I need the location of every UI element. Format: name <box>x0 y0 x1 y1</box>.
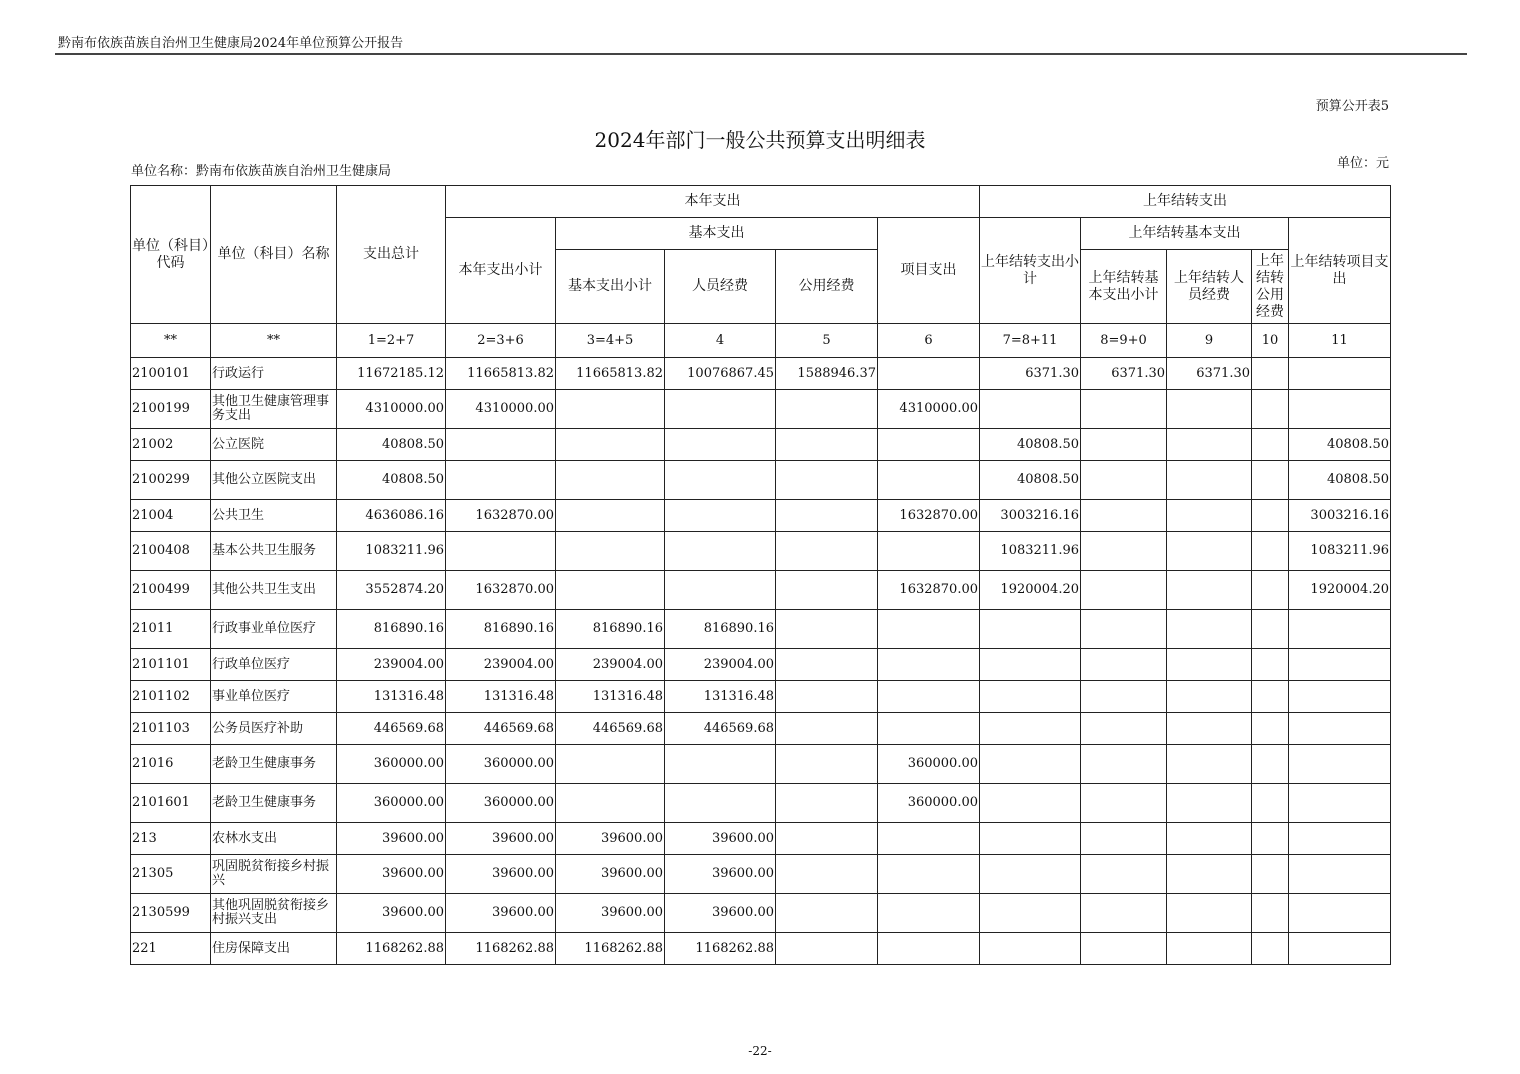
page-title: 2024年部门一般公共预算支出明细表 <box>594 128 926 152</box>
table-row <box>131 823 1391 855</box>
amount-cell <box>980 745 1081 784</box>
personnel-header: 人员经费 <box>665 250 776 324</box>
amount-cell <box>1252 745 1289 784</box>
amount-cell <box>878 610 980 649</box>
amount-cell: 10076867.45 <box>665 358 776 390</box>
index-row <box>131 324 1391 358</box>
amount-cell <box>556 532 665 571</box>
amount-cell <box>1252 571 1289 610</box>
row-code: 2101103 <box>131 713 211 745</box>
amount-cell <box>980 823 1081 855</box>
amount-cell <box>980 713 1081 745</box>
amount-cell: 3552874.20 <box>337 571 446 610</box>
amount-cell <box>1252 823 1289 855</box>
index-cell: 7=8+11 <box>980 324 1081 358</box>
budget-table <box>130 185 1391 965</box>
amount-cell <box>1252 855 1289 894</box>
amount-cell: 1168262.88 <box>337 933 446 965</box>
amount-cell <box>980 610 1081 649</box>
index-cell: 2=3+6 <box>446 324 556 358</box>
amount-cell <box>1081 571 1167 610</box>
amount-cell: 1083211.96 <box>980 532 1081 571</box>
amount-cell <box>878 713 980 745</box>
amount-cell <box>446 532 556 571</box>
currency-unit: 单位：元 <box>1336 156 1389 171</box>
carry-subtotal-header: 上年结转支出小计 <box>980 218 1081 324</box>
row-name: 行政事业单位医疗 <box>211 610 337 649</box>
amount-cell: 816890.16 <box>556 610 665 649</box>
amount-cell: 446569.68 <box>446 713 556 745</box>
amount-cell <box>556 500 665 532</box>
amount-cell <box>1252 713 1289 745</box>
current-year-header: 本年支出 <box>446 186 980 218</box>
amount-cell: 39600.00 <box>556 894 665 933</box>
amount-cell: 446569.68 <box>337 713 446 745</box>
amount-cell <box>776 823 878 855</box>
row-code: 21004 <box>131 500 211 532</box>
amount-cell <box>1167 429 1252 461</box>
col-code-header: 单位（科目）代码 <box>131 186 211 324</box>
basic-subtotal-header: 基本支出小计 <box>556 250 665 324</box>
amount-cell <box>878 933 980 965</box>
table-row <box>131 894 1391 933</box>
amount-cell <box>878 855 980 894</box>
amount-cell <box>776 429 878 461</box>
amount-cell <box>1081 681 1167 713</box>
row-name: 老龄卫生健康事务 <box>211 745 337 784</box>
row-name: 住房保障支出 <box>211 933 337 965</box>
row-code: 221 <box>131 933 211 965</box>
amount-cell <box>1081 713 1167 745</box>
index-cell: 1=2+7 <box>337 324 446 358</box>
amount-cell: 3003216.16 <box>1289 500 1391 532</box>
row-name: 行政单位医疗 <box>211 649 337 681</box>
carry-basic-header: 上年结转基本支出 <box>1081 218 1289 250</box>
row-name: 公共卫生 <box>211 500 337 532</box>
amount-cell <box>1167 894 1252 933</box>
amount-cell: 239004.00 <box>665 649 776 681</box>
amount-cell: 1632870.00 <box>878 500 980 532</box>
amount-cell <box>1167 532 1252 571</box>
table-row <box>131 500 1391 532</box>
amount-cell <box>665 745 776 784</box>
amount-cell: 39600.00 <box>446 823 556 855</box>
row-name: 事业单位医疗 <box>211 681 337 713</box>
amount-cell: 4636086.16 <box>337 500 446 532</box>
amount-cell <box>1081 894 1167 933</box>
table-row <box>131 429 1391 461</box>
amount-cell <box>878 649 980 681</box>
amount-cell <box>1289 933 1391 965</box>
amount-cell <box>776 532 878 571</box>
amount-cell: 11665813.82 <box>446 358 556 390</box>
index-cell: ** <box>131 324 211 358</box>
row-name: 其他公立医院支出 <box>211 461 337 500</box>
public-header: 公用经费 <box>776 250 878 324</box>
table-row <box>131 681 1391 713</box>
amount-cell: 39600.00 <box>337 894 446 933</box>
amount-cell <box>556 784 665 823</box>
amount-cell <box>980 784 1081 823</box>
page-number: -22- <box>748 1044 772 1058</box>
amount-cell: 3003216.16 <box>980 500 1081 532</box>
amount-cell <box>1252 358 1289 390</box>
index-cell: 8=9+0 <box>1081 324 1167 358</box>
row-code: 2100101 <box>131 358 211 390</box>
amount-cell <box>1081 532 1167 571</box>
amount-cell <box>980 390 1081 429</box>
table-row <box>131 745 1391 784</box>
row-code: 21305 <box>131 855 211 894</box>
amount-cell <box>1081 855 1167 894</box>
table-row <box>131 610 1391 649</box>
amount-cell: 131316.48 <box>337 681 446 713</box>
carry-header: 上年结转支出 <box>980 186 1391 218</box>
amount-cell: 11672185.12 <box>337 358 446 390</box>
amount-cell <box>1289 823 1391 855</box>
amount-cell <box>776 784 878 823</box>
col-total-header: 支出总计 <box>337 186 446 324</box>
amount-cell <box>1289 681 1391 713</box>
amount-cell: 39600.00 <box>446 855 556 894</box>
index-cell: 4 <box>665 324 776 358</box>
amount-cell <box>1252 933 1289 965</box>
amount-cell <box>1081 429 1167 461</box>
amount-cell <box>1081 610 1167 649</box>
amount-cell: 39600.00 <box>337 823 446 855</box>
amount-cell <box>446 461 556 500</box>
amount-cell <box>1081 390 1167 429</box>
amount-cell: 360000.00 <box>878 745 980 784</box>
amount-cell <box>1081 823 1167 855</box>
amount-cell <box>1289 610 1391 649</box>
amount-cell <box>556 429 665 461</box>
amount-cell <box>665 784 776 823</box>
amount-cell <box>556 390 665 429</box>
amount-cell <box>878 823 980 855</box>
amount-cell <box>1289 784 1391 823</box>
row-name: 农林水支出 <box>211 823 337 855</box>
amount-cell <box>1167 649 1252 681</box>
row-code: 2100499 <box>131 571 211 610</box>
amount-cell: 1168262.88 <box>446 933 556 965</box>
amount-cell: 1632870.00 <box>878 571 980 610</box>
amount-cell: 4310000.00 <box>446 390 556 429</box>
amount-cell: 131316.48 <box>556 681 665 713</box>
row-name: 巩固脱贫衔接乡村振兴 <box>211 855 337 894</box>
amount-cell <box>776 855 878 894</box>
amount-cell <box>980 649 1081 681</box>
amount-cell: 6371.30 <box>1167 358 1252 390</box>
amount-cell <box>1081 933 1167 965</box>
report-header: 黔南布依族苗族自治州卫生健康局2024年单位预算公开报告 <box>58 36 404 51</box>
amount-cell: 1632870.00 <box>446 500 556 532</box>
amount-cell: 11665813.82 <box>556 358 665 390</box>
row-name: 行政运行 <box>211 358 337 390</box>
amount-cell <box>1289 390 1391 429</box>
amount-cell <box>776 745 878 784</box>
amount-cell: 1168262.88 <box>665 933 776 965</box>
amount-cell <box>878 532 980 571</box>
amount-cell <box>1167 571 1252 610</box>
amount-cell: 360000.00 <box>337 784 446 823</box>
amount-cell: 6371.30 <box>1081 358 1167 390</box>
row-code: 2101102 <box>131 681 211 713</box>
amount-cell: 40808.50 <box>980 429 1081 461</box>
amount-cell <box>1167 500 1252 532</box>
amount-cell: 1920004.20 <box>980 571 1081 610</box>
amount-cell <box>980 855 1081 894</box>
table-row <box>131 649 1391 681</box>
amount-cell <box>1081 461 1167 500</box>
table-row <box>131 855 1391 894</box>
amount-cell: 360000.00 <box>446 784 556 823</box>
amount-cell <box>1289 745 1391 784</box>
amount-cell: 40808.50 <box>1289 429 1391 461</box>
amount-cell <box>1289 649 1391 681</box>
amount-cell <box>665 571 776 610</box>
amount-cell <box>1167 933 1252 965</box>
amount-cell <box>665 532 776 571</box>
row-code: 213 <box>131 823 211 855</box>
amount-cell: 360000.00 <box>878 784 980 823</box>
amount-cell <box>1167 610 1252 649</box>
row-name: 其他巩固脱贫衔接乡村振兴支出 <box>211 894 337 933</box>
basic-header: 基本支出 <box>556 218 878 250</box>
row-name: 其他卫生健康管理事务支出 <box>211 390 337 429</box>
amount-cell <box>776 461 878 500</box>
amount-cell: 39600.00 <box>556 823 665 855</box>
index-cell: ** <box>211 324 337 358</box>
amount-cell <box>776 571 878 610</box>
row-code: 21016 <box>131 745 211 784</box>
index-cell: 6 <box>878 324 980 358</box>
amount-cell <box>776 610 878 649</box>
amount-cell <box>1252 532 1289 571</box>
amount-cell: 131316.48 <box>446 681 556 713</box>
amount-cell: 39600.00 <box>446 894 556 933</box>
amount-cell <box>1167 713 1252 745</box>
amount-cell <box>878 358 980 390</box>
form-number: 预算公开表5 <box>1315 99 1389 114</box>
amount-cell: 40808.50 <box>337 461 446 500</box>
current-subtotal-header: 本年支出小计 <box>446 218 556 324</box>
amount-cell: 1588946.37 <box>776 358 878 390</box>
amount-cell <box>776 390 878 429</box>
amount-cell: 446569.68 <box>665 713 776 745</box>
table-header <box>131 186 1391 324</box>
carry-project-header: 上年结转项目支出 <box>1289 218 1391 324</box>
amount-cell <box>776 933 878 965</box>
amount-cell: 1632870.00 <box>446 571 556 610</box>
col-name-header: 单位（科目）名称 <box>211 186 337 324</box>
amount-cell: 39600.00 <box>337 855 446 894</box>
amount-cell: 360000.00 <box>446 745 556 784</box>
amount-cell <box>1167 390 1252 429</box>
row-code: 2101101 <box>131 649 211 681</box>
amount-cell <box>665 500 776 532</box>
amount-cell <box>1167 745 1252 784</box>
amount-cell <box>776 500 878 532</box>
row-code: 2100299 <box>131 461 211 500</box>
amount-cell: 239004.00 <box>337 649 446 681</box>
amount-cell: 39600.00 <box>665 823 776 855</box>
amount-cell <box>878 681 980 713</box>
amount-cell: 446569.68 <box>556 713 665 745</box>
amount-cell <box>980 681 1081 713</box>
amount-cell <box>1289 855 1391 894</box>
amount-cell <box>556 571 665 610</box>
unit-name: 单位名称：黔南布依族苗族自治州卫生健康局 <box>131 164 392 179</box>
amount-cell <box>1252 649 1289 681</box>
amount-cell <box>1081 784 1167 823</box>
amount-cell <box>776 681 878 713</box>
amount-cell <box>878 429 980 461</box>
amount-cell: 4310000.00 <box>337 390 446 429</box>
table-row <box>131 358 1391 390</box>
amount-cell: 1920004.20 <box>1289 571 1391 610</box>
amount-cell <box>1252 429 1289 461</box>
table-row <box>131 532 1391 571</box>
row-code: 2100408 <box>131 532 211 571</box>
amount-cell <box>1252 461 1289 500</box>
header-divider <box>55 53 1467 55</box>
amount-cell <box>1167 461 1252 500</box>
amount-cell <box>980 933 1081 965</box>
amount-cell <box>1081 500 1167 532</box>
amount-cell: 4310000.00 <box>878 390 980 429</box>
amount-cell: 816890.16 <box>665 610 776 649</box>
index-cell: 5 <box>776 324 878 358</box>
amount-cell: 39600.00 <box>665 894 776 933</box>
amount-cell <box>446 429 556 461</box>
row-code: 2100199 <box>131 390 211 429</box>
amount-cell <box>1289 358 1391 390</box>
table-row <box>131 933 1391 965</box>
amount-cell <box>556 461 665 500</box>
amount-cell <box>1081 649 1167 681</box>
row-code: 2101601 <box>131 784 211 823</box>
row-name: 公立医院 <box>211 429 337 461</box>
row-name: 基本公共卫生服务 <box>211 532 337 571</box>
table-row <box>131 461 1391 500</box>
amount-cell: 1168262.88 <box>556 933 665 965</box>
amount-cell <box>665 429 776 461</box>
amount-cell: 239004.00 <box>446 649 556 681</box>
amount-cell: 40808.50 <box>980 461 1081 500</box>
carry-basic-subtotal-header: 上年结转基本支出小计 <box>1081 250 1167 324</box>
amount-cell <box>878 894 980 933</box>
table-body <box>131 324 1391 965</box>
amount-cell <box>1081 745 1167 784</box>
amount-cell <box>556 745 665 784</box>
amount-cell: 40808.50 <box>337 429 446 461</box>
table-row <box>131 571 1391 610</box>
amount-cell <box>776 649 878 681</box>
amount-cell <box>1167 855 1252 894</box>
amount-cell <box>665 461 776 500</box>
table-row <box>131 713 1391 745</box>
amount-cell <box>1167 823 1252 855</box>
index-cell: 10 <box>1252 324 1289 358</box>
amount-cell: 39600.00 <box>665 855 776 894</box>
amount-cell <box>878 461 980 500</box>
amount-cell <box>1289 713 1391 745</box>
amount-cell: 131316.48 <box>665 681 776 713</box>
index-cell: 11 <box>1289 324 1391 358</box>
row-code: 21002 <box>131 429 211 461</box>
amount-cell: 39600.00 <box>556 855 665 894</box>
table-row <box>131 784 1391 823</box>
row-name: 其他公共卫生支出 <box>211 571 337 610</box>
table-row <box>131 390 1391 429</box>
amount-cell <box>1252 681 1289 713</box>
row-code: 21011 <box>131 610 211 649</box>
amount-cell <box>1167 681 1252 713</box>
amount-cell <box>1252 500 1289 532</box>
amount-cell <box>1252 610 1289 649</box>
amount-cell <box>1252 784 1289 823</box>
amount-cell: 40808.50 <box>1289 461 1391 500</box>
amount-cell <box>980 894 1081 933</box>
amount-cell: 6371.30 <box>980 358 1081 390</box>
index-cell: 3=4+5 <box>556 324 665 358</box>
project-header: 项目支出 <box>878 218 980 324</box>
amount-cell: 1083211.96 <box>337 532 446 571</box>
row-code: 2130599 <box>131 894 211 933</box>
amount-cell <box>665 390 776 429</box>
amount-cell <box>1289 894 1391 933</box>
amount-cell: 816890.16 <box>446 610 556 649</box>
index-cell: 9 <box>1167 324 1252 358</box>
amount-cell: 360000.00 <box>337 745 446 784</box>
amount-cell <box>776 713 878 745</box>
amount-cell <box>1252 390 1289 429</box>
amount-cell: 816890.16 <box>337 610 446 649</box>
row-name: 公务员医疗补助 <box>211 713 337 745</box>
amount-cell: 239004.00 <box>556 649 665 681</box>
amount-cell <box>1252 894 1289 933</box>
row-name: 老龄卫生健康事务 <box>211 784 337 823</box>
amount-cell: 1083211.96 <box>1289 532 1391 571</box>
amount-cell <box>776 894 878 933</box>
carry-public-header: 上年结转公用经费 <box>1252 250 1289 324</box>
amount-cell <box>1167 784 1252 823</box>
carry-personnel-header: 上年结转人员经费 <box>1167 250 1252 324</box>
